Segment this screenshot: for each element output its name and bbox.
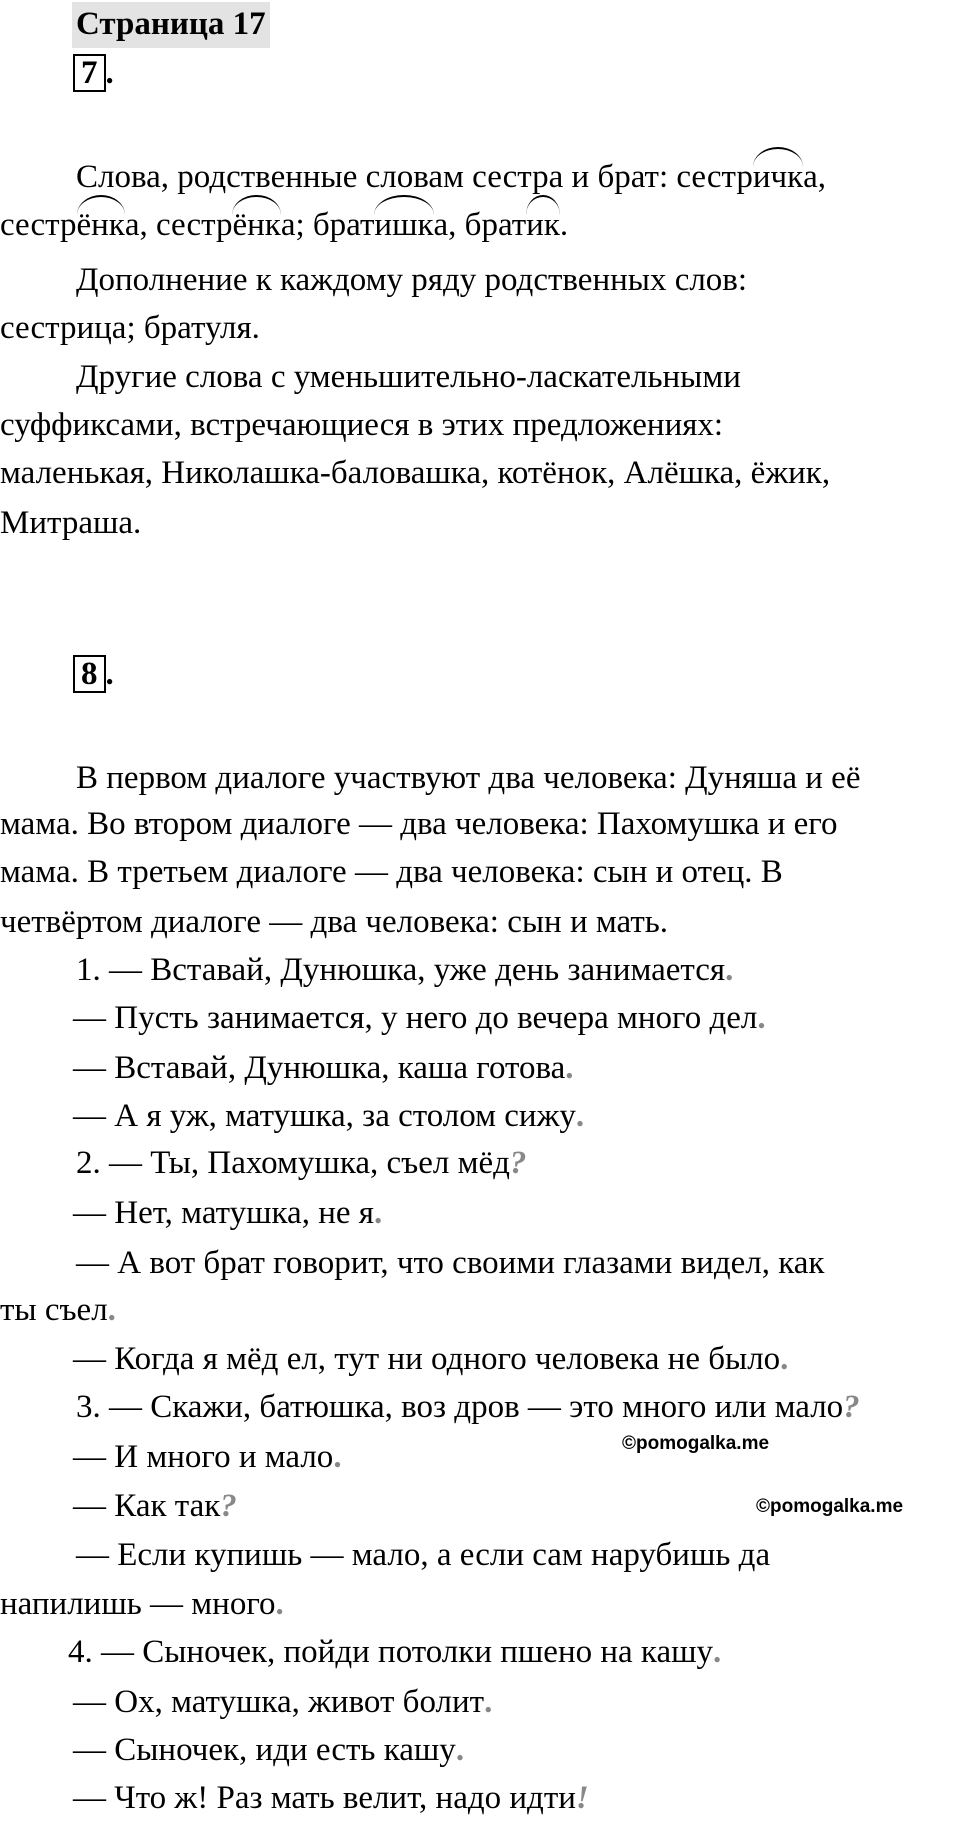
dialogue-line: — Что ж! Раз мать велит, надо идти!	[73, 1780, 589, 1816]
dialogue-line: — И много и мало.	[73, 1439, 342, 1475]
task-8-number-box: 8	[73, 655, 106, 693]
dialogue-line: — А вот брат говорит, что своими глазами видел, как	[76, 1245, 825, 1281]
dialogue-line: — Если купишь — мало, а если сам нарубишь да	[76, 1537, 771, 1573]
task-7-text-line: Другие слова с уменьшительно-ласкательными	[76, 359, 741, 395]
suffix-arc: ишк	[374, 207, 434, 243]
suffix-arc: ёнк	[76, 207, 125, 243]
dialogue-line: напилишь — много.	[0, 1586, 284, 1622]
dialogue-line: — Сыночек, иди есть кашу.	[73, 1732, 465, 1768]
task-7-text-line: Слова, родственные словам сестра и брат: сестричка,	[76, 159, 827, 195]
dialogue-line: — Вставай, Дунюшка, каша готова.	[73, 1050, 574, 1086]
suffix-arc: ёнк	[232, 207, 281, 243]
page-title: Страница 17	[72, 2, 270, 48]
dialogue-line: — Как так?	[73, 1488, 237, 1524]
task-7-number-box: 7	[73, 54, 106, 92]
task-7-text-line: Дополнение к каждому ряду родственных слов:	[76, 262, 748, 298]
dialogue-line: — Пусть занимается, у него до вечера много дел.	[73, 1000, 766, 1036]
task-7-text-line: суффиксами, встречающиеся в этих предложениях:	[0, 407, 724, 443]
task-7-text-line: сестрица; братуля.	[0, 310, 260, 346]
task-8-intro-line: мама. В третьем диалоге — два человека: сын и отец. В	[0, 854, 783, 890]
task-7-text-line: сестрёнка, сестрёнка; братишка, братик.	[0, 207, 569, 243]
watermark: ©pomogalka.me	[756, 1496, 904, 1517]
task-8-number: 8 .	[73, 655, 114, 693]
dialogue-line: — А я уж, матушка, за столом сижу.	[73, 1098, 585, 1134]
suffix-arc: ик	[526, 207, 560, 243]
dialogue-line: — Когда я мёд ел, тут ни одного человека не было.	[73, 1341, 789, 1377]
dialogue-line: ты съел.	[0, 1292, 116, 1328]
task-8-intro-line: четвёртом диалоге — два человека: сын и мать.	[0, 904, 669, 940]
task-8-intro-line: В первом диалоге участвуют два человека: Дуняша и её	[76, 760, 861, 796]
dialogue-line: 2. — Ты, Пахомушка, съел мёд?	[76, 1145, 527, 1181]
suffix-arc: ичк	[752, 159, 804, 195]
dialogue-line: — Нет, матушка, не я.	[73, 1195, 383, 1231]
task-7-text-line: Митраша.	[0, 505, 142, 541]
dialogue-line: — Ох, матушка, живот болит.	[73, 1684, 493, 1720]
dialogue-line: 4. — Сыночек, пойди потолки пшено на кашу.	[68, 1634, 722, 1670]
dialogue-line: 3. — Скажи, батюшка, воз дров — это много или мало?	[76, 1389, 860, 1425]
task-7-number: 7 .	[73, 54, 114, 92]
dialogue-line: 1. — Вставай, Дунюшка, уже день занимается.	[76, 952, 734, 988]
task-7-text-line: маленькая, Николашка-баловашка, котёнок, Алёшка, ёжик,	[0, 455, 831, 491]
watermark: ©pomogalka.me	[622, 1433, 770, 1454]
task-8-intro-line: мама. Во втором диалоге — два человека: Пахомушка и его	[0, 806, 838, 842]
